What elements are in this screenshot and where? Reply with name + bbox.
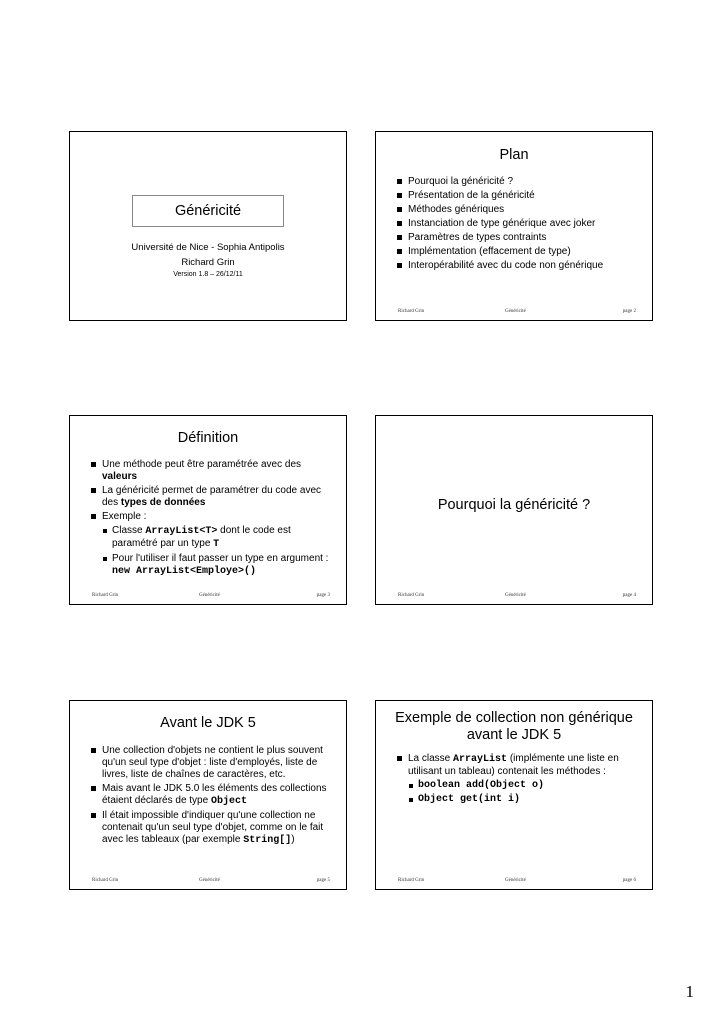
footer-page: page 3 (316, 593, 330, 598)
list-item: Méthodes génériques (396, 204, 640, 216)
slide-title: Pourquoi la généricité ? (437, 497, 591, 513)
bullet-text: La généricité permet de paramétrer du code avec des (102, 485, 322, 508)
list-item (90, 485, 334, 509)
sub-item: Object get(int i) (408, 794, 640, 806)
slide-6-non-generic-example (375, 700, 653, 890)
bullet-text: Mais avant le JDK 5.0 les éléments des collections étaient déclarés de type (102, 783, 327, 806)
slide-3-definition (69, 415, 347, 605)
slide-title: Plan (499, 147, 529, 163)
slide-2-plan (375, 131, 653, 321)
sub-text: Pour l'utiliser il faut passer un type en argument : (112, 553, 329, 564)
footer-topic: Généricité (199, 593, 220, 598)
footer-author: Richard Grin (398, 593, 425, 598)
sub-item (102, 525, 334, 551)
footer-page: page 5 (316, 878, 330, 883)
list-item: Une collection d'objets ne contient le plus souvent qu'un seul type d'objet : liste d'employés, liste de livres, liste de chaînes de caractères, etc. (90, 745, 334, 781)
slide-5-before-jdk5 (69, 700, 347, 890)
list-item: Pourquoi la généricité ? (396, 176, 640, 188)
sub-item: boolean add(Object o) (408, 780, 640, 792)
footer-page: page 6 (622, 878, 636, 883)
code-text: ArrayList (453, 754, 508, 765)
sub-item (102, 553, 334, 578)
footer-author: Richard Grin (92, 878, 119, 883)
list-item: Paramètres de types contraints (396, 232, 640, 244)
content-list (396, 753, 640, 808)
list-item: Interopérabilité avec du code non générique (396, 260, 640, 272)
footer-author: Richard Grin (92, 593, 119, 598)
code-text: Object (210, 796, 247, 807)
footer-page: page 4 (622, 593, 636, 598)
sub-list (408, 780, 640, 806)
title-line-1: Exemple de collection non générique (395, 710, 633, 726)
bullet-text: Il était impossible d'indiquer qu'une collection ne contenait qu'un seul type d'objet, comme on le fait avec les tableaux (par exemple (102, 810, 324, 845)
slide-title: Généricité (132, 195, 284, 227)
list-item (396, 753, 640, 806)
bullet-bold: types de données (120, 497, 206, 508)
university-line: Université de Nice - Sophia Antipolis (131, 242, 285, 253)
author-line: Richard Grin (181, 257, 235, 268)
code-text: ArrayList<T> (145, 526, 218, 537)
bullet-bold: valeurs (102, 471, 138, 482)
footer-page: page 2 (622, 309, 636, 314)
slide-4-why (375, 415, 653, 605)
list-item: Instanciation de type générique avec joker (396, 218, 640, 230)
slide-title: Définition (177, 430, 239, 446)
slide-1-title (69, 131, 347, 321)
sub-text: dont le code est paramétré par un type (112, 525, 291, 549)
title-line-2: avant le JDK 5 (466, 727, 562, 743)
bullet-text: Exemple : (102, 511, 147, 522)
footer-topic: Généricité (505, 593, 526, 598)
list-item: Présentation de la généricité (396, 190, 640, 202)
slide-title (376, 710, 652, 744)
plan-list (396, 176, 640, 274)
footer-topic: Généricité (199, 878, 220, 883)
list-item (90, 459, 334, 483)
sub-text: Classe (112, 525, 146, 536)
content-list (90, 745, 334, 849)
list-item (90, 783, 334, 808)
version-line: Version 1.8 – 26/12/11 (173, 271, 243, 278)
code-text: new ArrayList<Employe>() (112, 566, 257, 577)
code-text: T (213, 539, 220, 550)
bullet-text: (implémente une liste en utilisant un tableau) contenait les méthodes : (408, 753, 619, 777)
list-item (90, 810, 334, 847)
bullet-text: ) (291, 834, 295, 845)
slide-title: Avant le JDK 5 (160, 715, 256, 731)
footer-author: Richard Grin (398, 878, 425, 883)
list-item: Implémentation (effacement de type) (396, 246, 640, 258)
list-item (90, 511, 334, 578)
bullet-text: La classe (408, 753, 454, 764)
definition-list (90, 459, 334, 580)
code-text: String[] (243, 835, 292, 846)
sub-list (102, 525, 334, 578)
sheet-page-number: 1 (685, 982, 694, 1001)
footer-author: Richard Grin (398, 309, 425, 314)
footer-topic: Généricité (505, 309, 526, 314)
bullet-text: Une méthode peut être paramétrée avec des (102, 459, 302, 470)
footer-topic: Généricité (505, 878, 526, 883)
